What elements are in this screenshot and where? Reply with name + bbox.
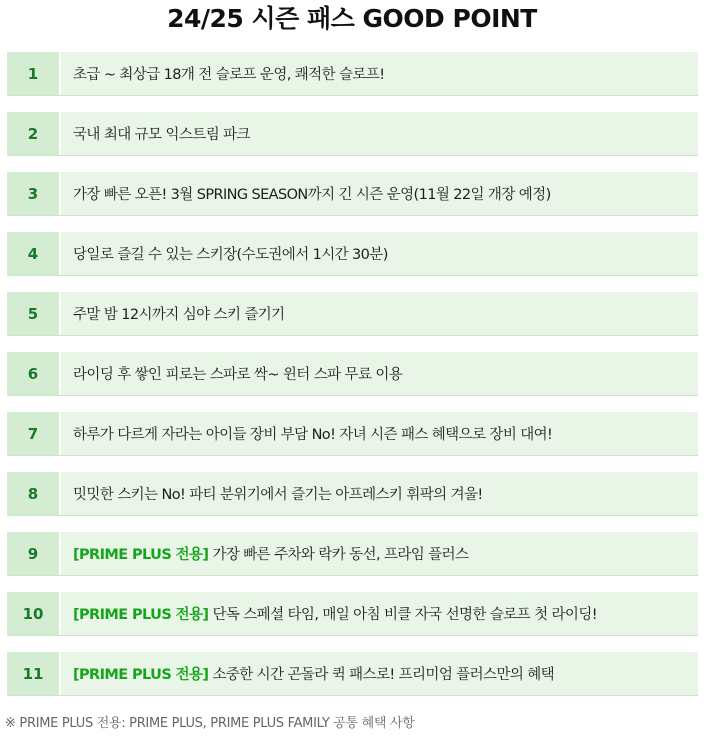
item-text: 하루가 다르게 자라는 아이들 장비 부담 No! 자녀 시즌 패스 혜택으로 장비 대여! <box>73 427 553 443</box>
item-text-cell <box>61 352 698 395</box>
item-text-cell <box>61 532 698 575</box>
prime-plus-tag: [PRIME PLUS 전용] <box>73 547 209 563</box>
item-number: 8 <box>7 472 59 515</box>
prime-plus-tag: [PRIME PLUS 전용] <box>73 667 209 683</box>
item-text-cell <box>61 112 698 155</box>
item-text-cell <box>61 172 698 215</box>
list-item <box>7 652 698 696</box>
item-number: 2 <box>7 112 59 155</box>
list-item <box>7 172 698 216</box>
item-number: 3 <box>7 172 59 215</box>
item-text: 당일로 즐길 수 있는 스키장(수도권에서 1시간 30분) <box>73 247 388 263</box>
footnote: ※ PRIME PLUS 전용: PRIME PLUS, PRIME PLUS FAMILY 공통 혜택 사항 <box>5 716 415 731</box>
page-title: 24/25 시즌 패스 GOOD POINT <box>167 4 537 33</box>
prime-plus-tag: [PRIME PLUS 전용] <box>73 607 209 623</box>
item-text-cell <box>61 592 698 635</box>
item-text-cell <box>61 292 698 335</box>
item-text: 주말 밤 12시까지 심야 스키 즐기기 <box>73 307 285 323</box>
item-text: 가장 빠른 주차와 락카 동선, 프라임 플러스 <box>212 547 469 563</box>
item-number: 10 <box>7 592 59 635</box>
item-text-cell <box>61 652 698 695</box>
item-number: 7 <box>7 412 59 455</box>
item-number: 11 <box>7 652 59 695</box>
list-item <box>7 532 698 576</box>
item-number: 5 <box>7 292 59 335</box>
list-item <box>7 592 698 636</box>
item-number: 9 <box>7 532 59 575</box>
good-point-list <box>7 52 698 712</box>
item-text: 소중한 시간 곤돌라 퀵 패스로! 프리미엄 플러스만의 혜택 <box>212 667 555 683</box>
list-item <box>7 52 698 96</box>
item-text-cell <box>61 52 698 95</box>
list-item <box>7 352 698 396</box>
item-number: 1 <box>7 52 59 95</box>
item-number: 4 <box>7 232 59 275</box>
item-text: 단독 스페셜 타임, 매일 아침 비클 자국 선명한 슬로프 첫 라이딩! <box>212 607 597 623</box>
list-item <box>7 472 698 516</box>
item-text: 라이딩 후 쌓인 피로는 스파로 싹~ 윈터 스파 무료 이용 <box>73 367 403 383</box>
item-text-cell <box>61 472 698 515</box>
item-text-cell <box>61 412 698 455</box>
item-text: 초급 ~ 최상급 18개 전 슬로프 운영, 쾌적한 슬로프! <box>73 67 385 83</box>
list-item <box>7 292 698 336</box>
item-text-cell <box>61 232 698 275</box>
item-text: 국내 최대 규모 익스트림 파크 <box>73 127 250 143</box>
list-item <box>7 232 698 276</box>
list-item <box>7 412 698 456</box>
item-text: 가장 빠른 오픈! 3월 SPRING SEASON까지 긴 시즌 운영(11월 22일 개장 예정) <box>73 187 551 203</box>
list-item <box>7 112 698 156</box>
item-text: 밋밋한 스키는 No! 파티 분위기에서 즐기는 아프레스키 휘팍의 겨울! <box>73 487 483 503</box>
item-number: 6 <box>7 352 59 395</box>
